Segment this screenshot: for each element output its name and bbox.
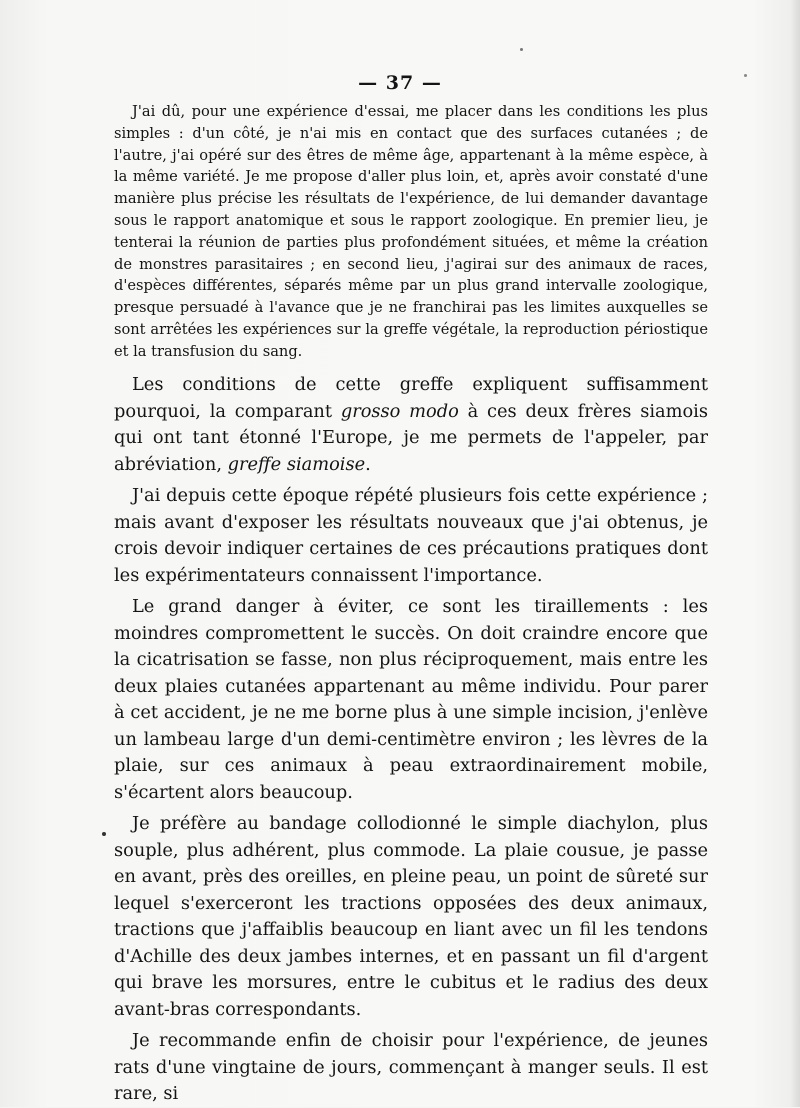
paragraph-tiraillements: Le grand danger à éviter, ce sont les tiraillements : les moindres compromettent le succès. On doit craindre encore que la cicatrisation se fasse, non plus réciproquement, mais entre les deux plaies cutanées appartenant au même individu. Pour parer à cet accident, je ne me borne plus à une simple incision, j'enlève un lambeau large d'un demi-centimètre environ ; les lèvres de la plaie, sur ces animaux à peau extraordinairement mobile, s'écartent alors beaucoup. [114,596,708,803]
footnote-block [114,101,708,363]
paragraph-diachylon: Je préfère au bandage collodionné le simple diachylon, plus souple, plus adhérent, plus commode. La plaie cousue, je passe en avant, près des oreilles, en pleine peau, un point de sûreté sur lequel s'exerceront les tractions opposées des deux animaux, tractions que j'affaiblis beaucoup en liant avec un fil les tendons d'Achille des deux jambes internes, et en passant un fil d'argent qui brave les morsures, entre le cubitus et le radius des deux avant-bras correspondants. [114,813,708,1020]
ink-speck [102,832,106,836]
text-run: Les conditions de cette greffe expliquent suffisamment pourquoi, la comparant [114,374,708,422]
paragraph-jeunes-rats: Je recommande enfin de choisir pour l'expérience, de jeunes rats d'une vingtaine de jours, commençant à manger seuls. Il est rare, si [114,1030,708,1104]
paragraph-greffe-siamoise [114,372,708,478]
page-number: — 37 — [358,72,442,94]
italic-greffe-siamoise: greffe siamoise [227,453,366,475]
ink-speck [744,74,747,77]
text-run: . [365,453,371,475]
paragraph-precautions: J'ai depuis cette époque répété plusieurs fois cette expérience ; mais avant d'exposer les résultats nouveaux que j'ai obtenus, je crois devoir indiquer certaines de ces précautions pratiques dont les expérimentateurs connaissent l'importance. [114,485,708,586]
italic-grosso-modo: grosso modo [340,400,459,422]
page-edge-shadow [790,0,800,1107]
ink-speck [520,48,523,51]
body-text [114,372,708,1108]
footnote-paragraph: J'ai dû, pour une expérience d'essai, me placer dans les conditions les plus simples : d'un côté, je n'ai mis en contact que des surfaces cutanées ; de l'autre, j'ai opéré sur des êtres de même âge, appartenant à la même espèce, à la même variété. Je me propose d'aller plus loin, et, après avoir constaté d'une manière plus précise les résultats de l'expérience, de lui demander davantage sous le rapport anatomique et sous le rapport zoologique. En premier lieu, je tenterai la réunion de parties plus profondément situées, et même la création de monstres parasitaires ; en second lieu, j'agirai sur des animaux de races, d'espèces différentes, séparés même par un plus grand intervalle zoologique, presque persuadé à l'avance que je ne franchirai pas les limites auxquelles se sont arrêtées les expériences sur la greffe végétale, la reproduction périostique et la transfusion du sang. [114,103,708,360]
text-run: à ces deux frères siamois qui ont tant étonné l'Europe, je me permets de l'appeler, par abréviation, [114,400,708,475]
